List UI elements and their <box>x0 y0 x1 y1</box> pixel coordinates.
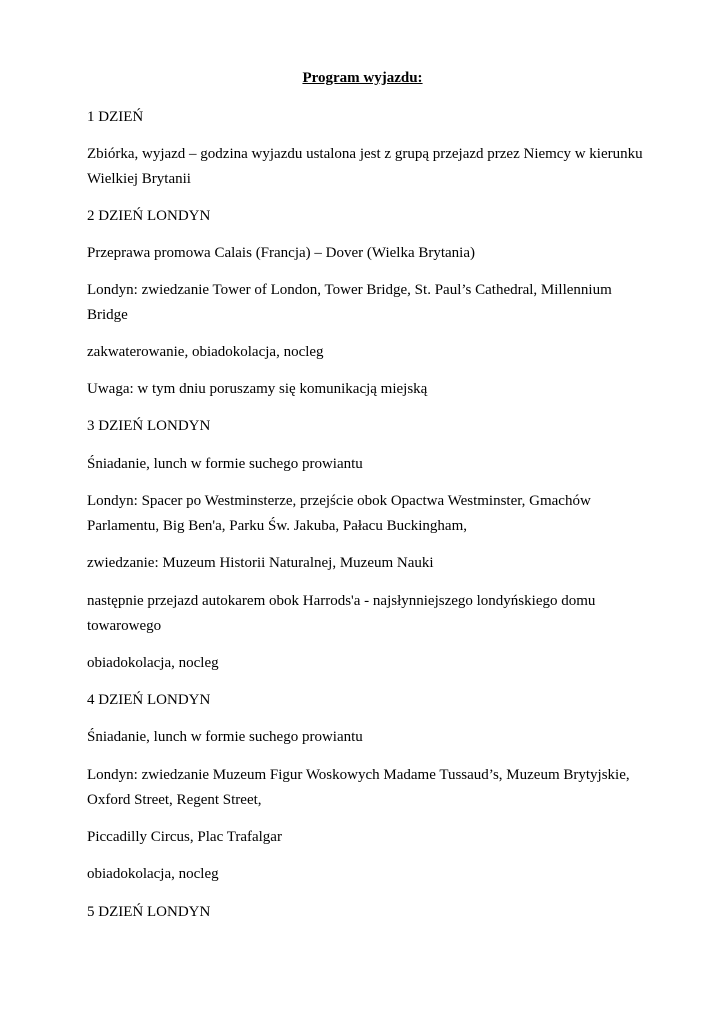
day-2-text-line: zakwaterowanie, obiadokolacja, nocleg <box>87 344 324 360</box>
day-4-text-line: Śniadanie, lunch w formie suchego prowiantu <box>87 729 363 745</box>
day-4-text-line: Oxford Street, Regent Street, <box>87 792 262 808</box>
day-3-text-line: Śniadanie, lunch w formie suchego prowiantu <box>87 456 363 472</box>
day-3-text-line: towarowego <box>87 618 162 634</box>
day-3-text-line: obiadokolacja, nocleg <box>87 655 219 671</box>
day-1-text-line: Zbiórka, wyjazd – godzina wyjazdu ustalona jest z grupą przejazd przez Niemcy w kierunku <box>87 146 643 162</box>
day-2-text-line: Londyn: zwiedzanie Tower of London, Tower Bridge, St. Paul’s Cathedral, Millennium <box>87 282 612 298</box>
day-3-heading: 3 DZIEŃ LONDYN <box>87 418 211 434</box>
day-2-text-line: Bridge <box>87 307 128 323</box>
day-5-heading: 5 DZIEŃ LONDYN <box>87 904 211 920</box>
day-2-text-line: Przeprawa promowa Calais (Francja) – Dover (Wielka Brytania) <box>87 245 475 261</box>
day-1-heading: 1 DZIEŃ <box>87 109 144 125</box>
day-4-heading: 4 DZIEŃ LONDYN <box>87 692 211 708</box>
day-4-text-line: Piccadilly Circus, Plac Trafalgar <box>87 829 282 845</box>
day-1-text-line: Wielkiej Brytanii <box>87 171 191 187</box>
document-title: Program wyjazdu: <box>302 70 423 86</box>
day-4-text-line: obiadokolacja, nocleg <box>87 866 219 882</box>
day-2-heading: 2 DZIEŃ LONDYN <box>87 208 211 224</box>
day-4-text-line: Londyn: zwiedzanie Muzeum Figur Woskowych Madame Tussaud’s, Muzeum Brytyjskie, <box>87 767 630 783</box>
day-3-text-line: następnie przejazd autokarem obok Harrods'a - najsłynniejszego londyńskiego domu <box>87 593 596 609</box>
day-3-text-line: Londyn: Spacer po Westminsterze, przejście obok Opactwa Westminster, Gmachów <box>87 493 591 509</box>
day-2-note: Uwaga: w tym dniu poruszamy się komunikacją miejską <box>87 381 428 397</box>
day-3-text-line: zwiedzanie: Muzeum Historii Naturalnej, Muzeum Nauki <box>87 555 434 571</box>
day-3-text-line: Parlamentu, Big Ben'a, Parku Św. Jakuba, Pałacu Buckingham, <box>87 518 467 534</box>
